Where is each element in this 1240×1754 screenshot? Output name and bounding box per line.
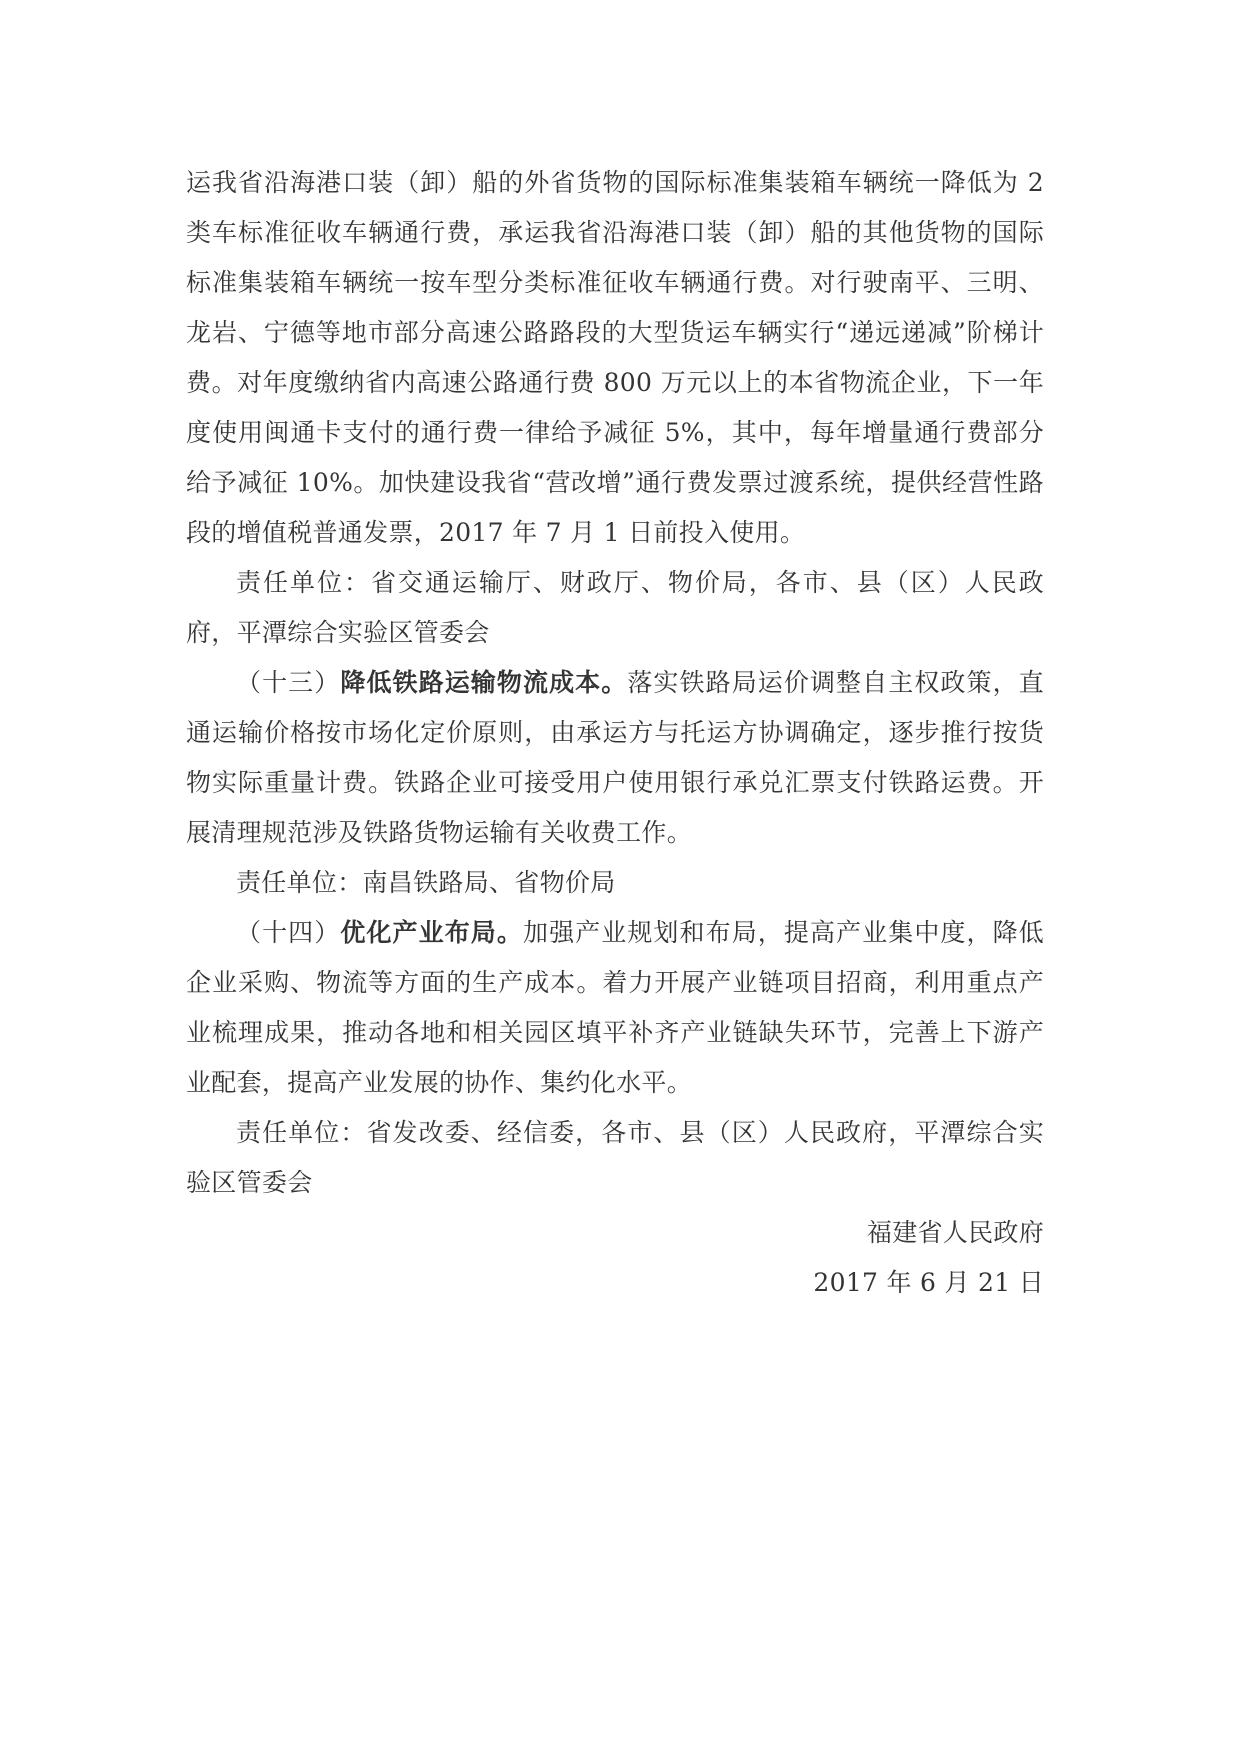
- signature-date: 2017 年 6 月 21 日: [813, 1268, 1044, 1297]
- section-14-body: 加强产业规划和布局，提高产业集中度，降低企业采购、物流等方面的生产成本。着力开展产业链项目招商，利用重点产业梳理成果，推动各地和相关园区填平补齐产业链缺失环节，完善上下游产业配套，提高产业发展的协作、集约化水平。: [186, 918, 1044, 1097]
- section-13-body: 落实铁路局运价调整自主权政策，直通运输价格按市场化定价原则，由承运方与托运方协调确定，逐步推行按货物实际重量计费。铁路企业可接受用户使用银行承兑汇票支付铁路运费。开展清理规范涉及铁路货物运输有关收费工作。: [186, 668, 1044, 847]
- section-13-title: 降低铁路运输物流成本。: [340, 668, 628, 697]
- signature-issuer: 福建省人民政府: [866, 1218, 1044, 1247]
- paragraph-toll-fee-continuation: 运我省沿海港口装（卸）船的外省货物的国际标准集装箱车辆统一降低为 2 类车标准征收车辆通行费，承运我省沿海港口装（卸）船的其他货物的国际标准集装箱车辆统一按车型分类标准征收车辆通行费。对行驶南平、三明、龙岩、宁德等地市部分高速公路路段的大型货运车辆实行“递远递减”阶梯计费。对年度缴纳省内高速公路通行费 800 万元以上的本省物流企业，下一年度使用闽通卡支付的通行费一律给予减征 5%，其中，每年增量通行费部分给予减征 10%。加快建设我省“营改增”通行费发票过渡系统，提供经营性路段的增值税普通发票，2017 年 7 月 1 日前投入使用。: [186, 168, 1044, 547]
- section-14-paragraph: [186, 908, 1044, 1108]
- responsibility-unit-paragraph-1: 责任单位：省交通运输厅、财政厅、物价局，各市、县（区）人民政府，平潭综合实验区管委会: [186, 568, 1044, 647]
- section-14-number: （十四）: [236, 918, 341, 947]
- document-body: [186, 158, 1044, 1308]
- responsibility-unit-paragraph-2: 责任单位：南昌铁路局、省物价局: [236, 868, 616, 897]
- responsibility-unit-paragraph-3: 责任单位：省发改委、经信委，各市、县（区）人民政府，平潭综合实验区管委会: [186, 1118, 1044, 1197]
- section-13-paragraph: [186, 658, 1044, 858]
- section-13-number: （十三）: [236, 668, 341, 697]
- section-14-title: 优化产业布局。: [340, 918, 523, 947]
